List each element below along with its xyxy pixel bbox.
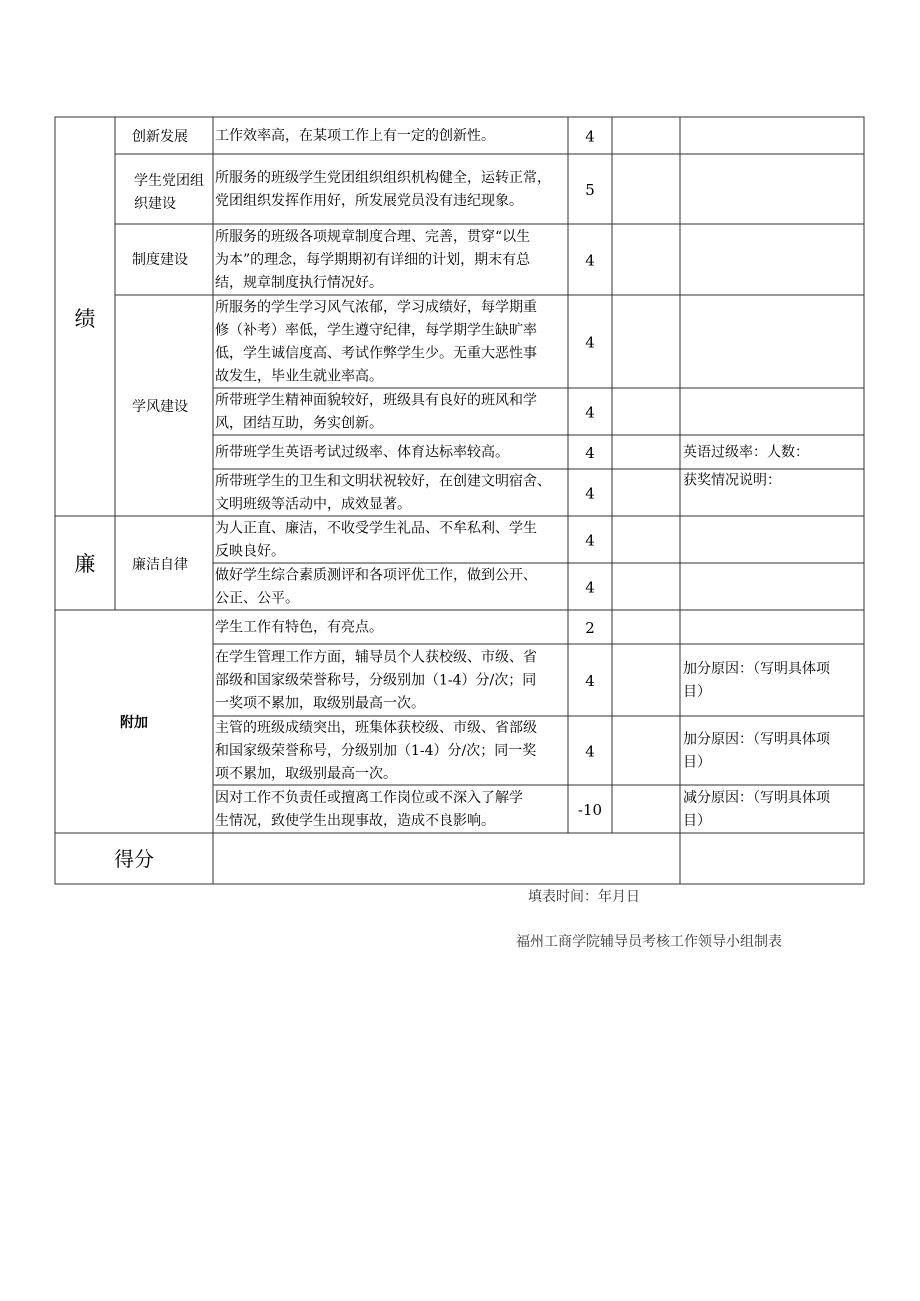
criteria-text: 文明班级等活动中，成效显著。 — [215, 496, 411, 513]
criteria-text: 因对工作不负责任或擅离工作岗位或不深入了解学 — [215, 790, 523, 806]
score-value: 4 — [585, 578, 595, 597]
criteria-text: 做好学生综合素质测评和各项评优工作，做到公开、 — [215, 567, 537, 584]
criteria-text: 公正、公平。 — [215, 590, 299, 607]
table-maker-label: 福州工商学院辅导员考核工作领导小组制表 — [516, 934, 782, 950]
criteria-text: 学生工作有特色，有亮点。 — [215, 619, 383, 636]
criteria-text: 反映良好。 — [215, 543, 285, 560]
remark-text: 目） — [683, 754, 711, 771]
criteria-text: 风，团结互助，务实创新。 — [215, 415, 383, 432]
category-defen: 得分 — [114, 847, 154, 871]
subcategory-party-line2: 织建设 — [134, 196, 176, 212]
subcategory-style: 学风建设 — [132, 399, 188, 415]
remark-text: 目） — [683, 684, 711, 700]
remark-text: 获奖情况说明： — [683, 472, 781, 489]
subcategory-integrity: 廉洁自律 — [132, 557, 188, 573]
criteria-text: 部级和国家级荣誉称号，分级别加（1-4）分/次；同 — [215, 672, 537, 689]
score-value: 4 — [585, 251, 595, 270]
subcategory-system: 制度建设 — [132, 252, 188, 268]
score-value: 5 — [585, 181, 595, 199]
criteria-text: 所服务的班级各项规章制度合理、完善，贯穿“以生 — [215, 229, 531, 245]
score-value: 4 — [585, 742, 595, 761]
category-lian: 廉 — [74, 552, 96, 576]
score-value: 4 — [585, 531, 595, 550]
criteria-text: 所服务的学生学习风气浓郁，学习成绩好，每学期重 — [215, 299, 537, 316]
criteria-text: 所带班学生精神面貌较好，班级具有良好的班风和学 — [215, 392, 537, 409]
criteria-text: 项不累加，取级别最高一次。 — [215, 766, 397, 782]
criteria-text: 为本”的理念，每学期期初有详细的计划，期末有总 — [215, 252, 531, 268]
category-fujia: 附加 — [120, 714, 148, 730]
remark-text: 减分原因：（写明具体项 — [683, 790, 830, 806]
remark-text: 加分原因：（写明具体项 — [683, 661, 830, 677]
remark-text: 加分原因：（写明具体项 — [683, 731, 830, 748]
score-value: -10 — [577, 801, 603, 819]
score-value: 4 — [585, 444, 595, 462]
criteria-text: 修（补考）率低，学生遵守纪律，每学期学生缺旷率 — [215, 322, 537, 339]
remark-text: 目） — [683, 813, 711, 829]
score-value: 4 — [585, 484, 595, 503]
criteria-text: 和国家级荣誉称号，分级别加（1-4）分/次；同一奖 — [215, 743, 537, 759]
score-value: 4 — [585, 333, 595, 352]
criteria-text: 主管的班级成绩突出，班集体获校级、市级、省部级 — [215, 720, 537, 736]
criteria-text: 在学生管理工作方面，辅导员个人获校级、市级、省 — [215, 649, 537, 666]
criteria-text: 故发生，毕业生就业率高。 — [215, 368, 383, 385]
criteria-text: 一奖项不累加，取级别最高一次。 — [215, 695, 425, 712]
table-rows — [215, 127, 831, 829]
score-value: 4 — [585, 672, 595, 690]
criteria-text: 为人正直、廉洁，不收受学生礼品、不牟私利、学生 — [215, 520, 537, 537]
score-value: 4 — [585, 403, 595, 422]
subcategory-innovation: 创新发展 — [132, 129, 188, 145]
remark-text: 英语过级率：人数： — [683, 444, 809, 461]
score-value: 4 — [585, 127, 595, 146]
criteria-text: 低，学生诚信度高、考试作弊学生少。无重大恶性事 — [215, 345, 537, 362]
category-ji: 绩 — [74, 307, 96, 331]
criteria-text: 工作效率高，在某项工作上有一定的创新性。 — [215, 128, 495, 144]
criteria-text: 生情况，致使学生出现事故，造成不良影响。 — [215, 813, 495, 829]
criteria-text: 所带班学生的卫生和文明状祝较好，在创建文明宿舍、 — [215, 473, 551, 490]
criteria-text: 党团组织发挥作用好，所发展党员没有违纪现象。 — [215, 193, 523, 209]
score-value: 2 — [585, 619, 595, 637]
criteria-text: 结，规章制度执行情况好。 — [215, 275, 383, 291]
criteria-text: 所服务的班级学生党团组织组织机构健全，运转正常， — [215, 170, 551, 186]
subcategory-party-line1: 学生党团组 — [134, 173, 204, 189]
criteria-text: 所带班学生英语考试过级率、体育达标率较高。 — [215, 444, 509, 461]
fill-date-label: 填表时间：年月日 — [528, 889, 640, 905]
